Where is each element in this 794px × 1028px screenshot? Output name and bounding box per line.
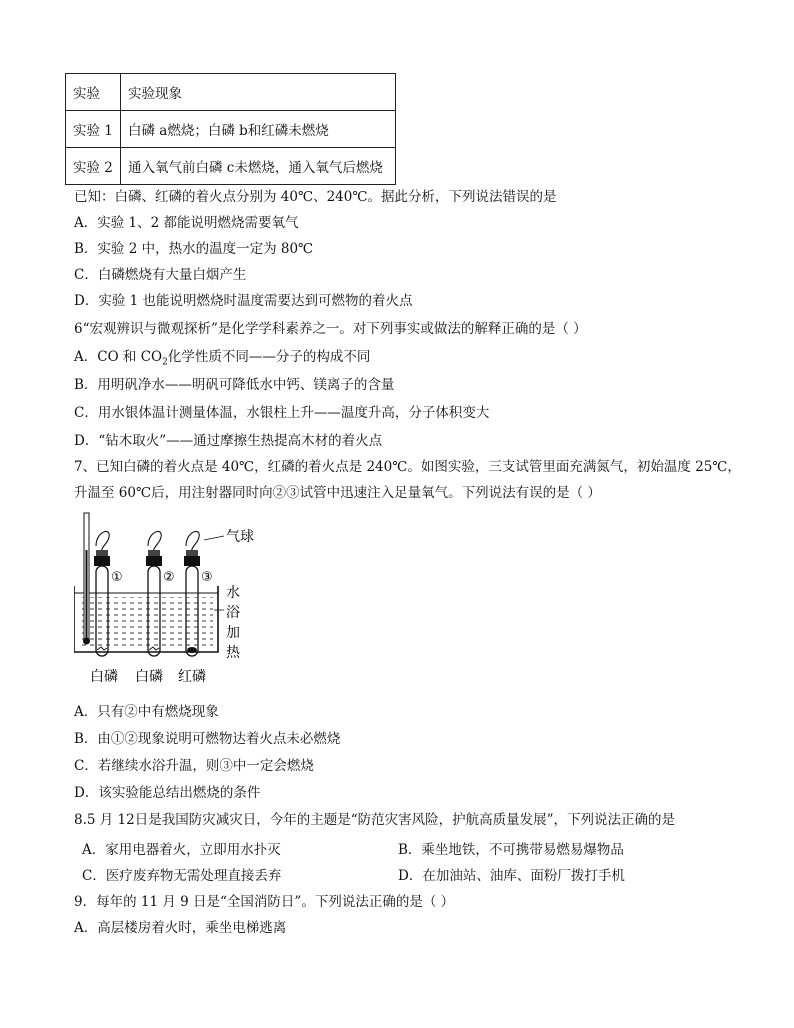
bath-label: 热	[226, 645, 240, 661]
q7-stem-line2: 升温至 60℃后，用注射器同时向②③试管中迅速注入足量氧气。下列说法有误的是（ ）	[74, 485, 601, 501]
q5-option-c: C．白磷燃烧有大量白烟产生	[74, 267, 247, 283]
balloon-leader-line	[204, 536, 224, 540]
q5-stem: 已知：白磷、红磷的着火点分别为 40℃、240℃。据此分析，下列说法错误的是	[74, 189, 557, 205]
phosphorus-label: 白磷	[135, 669, 163, 685]
table-cell: 实验 2	[66, 148, 121, 185]
thermometer	[83, 513, 90, 645]
bath-label: 水	[226, 585, 240, 601]
tube-number: ③	[201, 570, 213, 585]
experiment-table	[65, 73, 396, 185]
q6-option-a	[74, 348, 370, 372]
table-row	[66, 111, 396, 148]
table-cell: 白磷 a燃烧；白磷 b和红磷未燃烧	[121, 111, 396, 148]
q8-option-b: B．乘坐地铁，不可携带易燃易爆物品	[398, 842, 624, 858]
table-header-cell: 实验现象	[121, 74, 396, 111]
table-cell: 通入氧气前白磷 c未燃烧，通入氧气后燃烧	[121, 148, 396, 185]
tube-number: ②	[163, 570, 175, 585]
bath-label: 加	[226, 625, 240, 641]
q7-stem-line1: 7、已知白磷的着火点是 40℃，红磷的着火点是 240℃。如图实验，三支试管里面充满氮气，初始温度 25℃，	[74, 459, 741, 475]
q5-option-d: D．实验 1 也能说明燃烧时温度需要达到可燃物的着火点	[74, 293, 413, 309]
q8-option-c: C．医疗废弃物无需处理直接丢弃	[82, 868, 282, 884]
bath-label: 浴	[226, 605, 240, 621]
q6-option-b: B．用明矾净水——明矾可降低水中钙、镁离子的含量	[74, 377, 395, 393]
q7-option-a: A．只有②中有燃烧现象	[74, 704, 219, 720]
q6-stem: 6“宏观辨识与微观探析”是化学学科素养之一。对下列事实或做法的解释正确的是（ ）	[74, 321, 587, 337]
q9-option-a: A．高层楼房着火时，乘坐电梯逃离	[74, 920, 287, 936]
q7-option-c: C．若继续水浴升温，则③中一定会燃烧	[74, 758, 314, 774]
phosphorus-label: 红磷	[178, 669, 206, 685]
q8-stem: 8.5 月 12日是我国防灾减灾日，今年的主题是“防范灾害风险，护航高质量发展”，下列说法正确的是	[74, 812, 676, 828]
table-cell: 实验 1	[66, 111, 121, 148]
subscript: 2	[162, 357, 168, 368]
q6-option-c: C．用水银体温计测量体温，水银柱上升——温度升高，分子体积变大	[74, 405, 490, 421]
q6-option-a-post: 化学性质不同——分子的构成不同	[167, 349, 371, 365]
phosphorus-label: 白磷	[90, 669, 118, 685]
table-header-row	[66, 74, 396, 111]
q7-option-d: D．该实验能总结出燃烧的条件	[74, 785, 261, 801]
q6-option-d: D．“钻木取火”——通过摩擦生热提高木材的着火点	[74, 433, 383, 449]
q7-option-b: B．由①②现象说明可燃物达着火点未必燃烧	[74, 731, 341, 747]
tube-number: ①	[111, 570, 123, 585]
q5-option-b: B．实验 2 中，热水的温度一定为 80℃	[74, 241, 314, 257]
q5-option-a: A．实验 1、2 都能说明燃烧需要氧气	[74, 215, 299, 231]
q7-figure	[74, 510, 264, 690]
balloon-label: 气球	[226, 529, 254, 545]
table-header-cell: 实验	[66, 74, 121, 111]
table-row	[66, 148, 396, 185]
q8-option-d: D．在加油站、油库、面粉厂拨打手机	[398, 868, 625, 884]
q8-option-a: A．家用电器着火，立即用水扑灭	[82, 842, 281, 858]
q6-option-a-pre: A．CO 和 CO	[74, 349, 163, 365]
q9-stem: 9．每年的 11 月 9 日是“全国消防日”。下列说法正确的是（ ）	[74, 894, 455, 910]
